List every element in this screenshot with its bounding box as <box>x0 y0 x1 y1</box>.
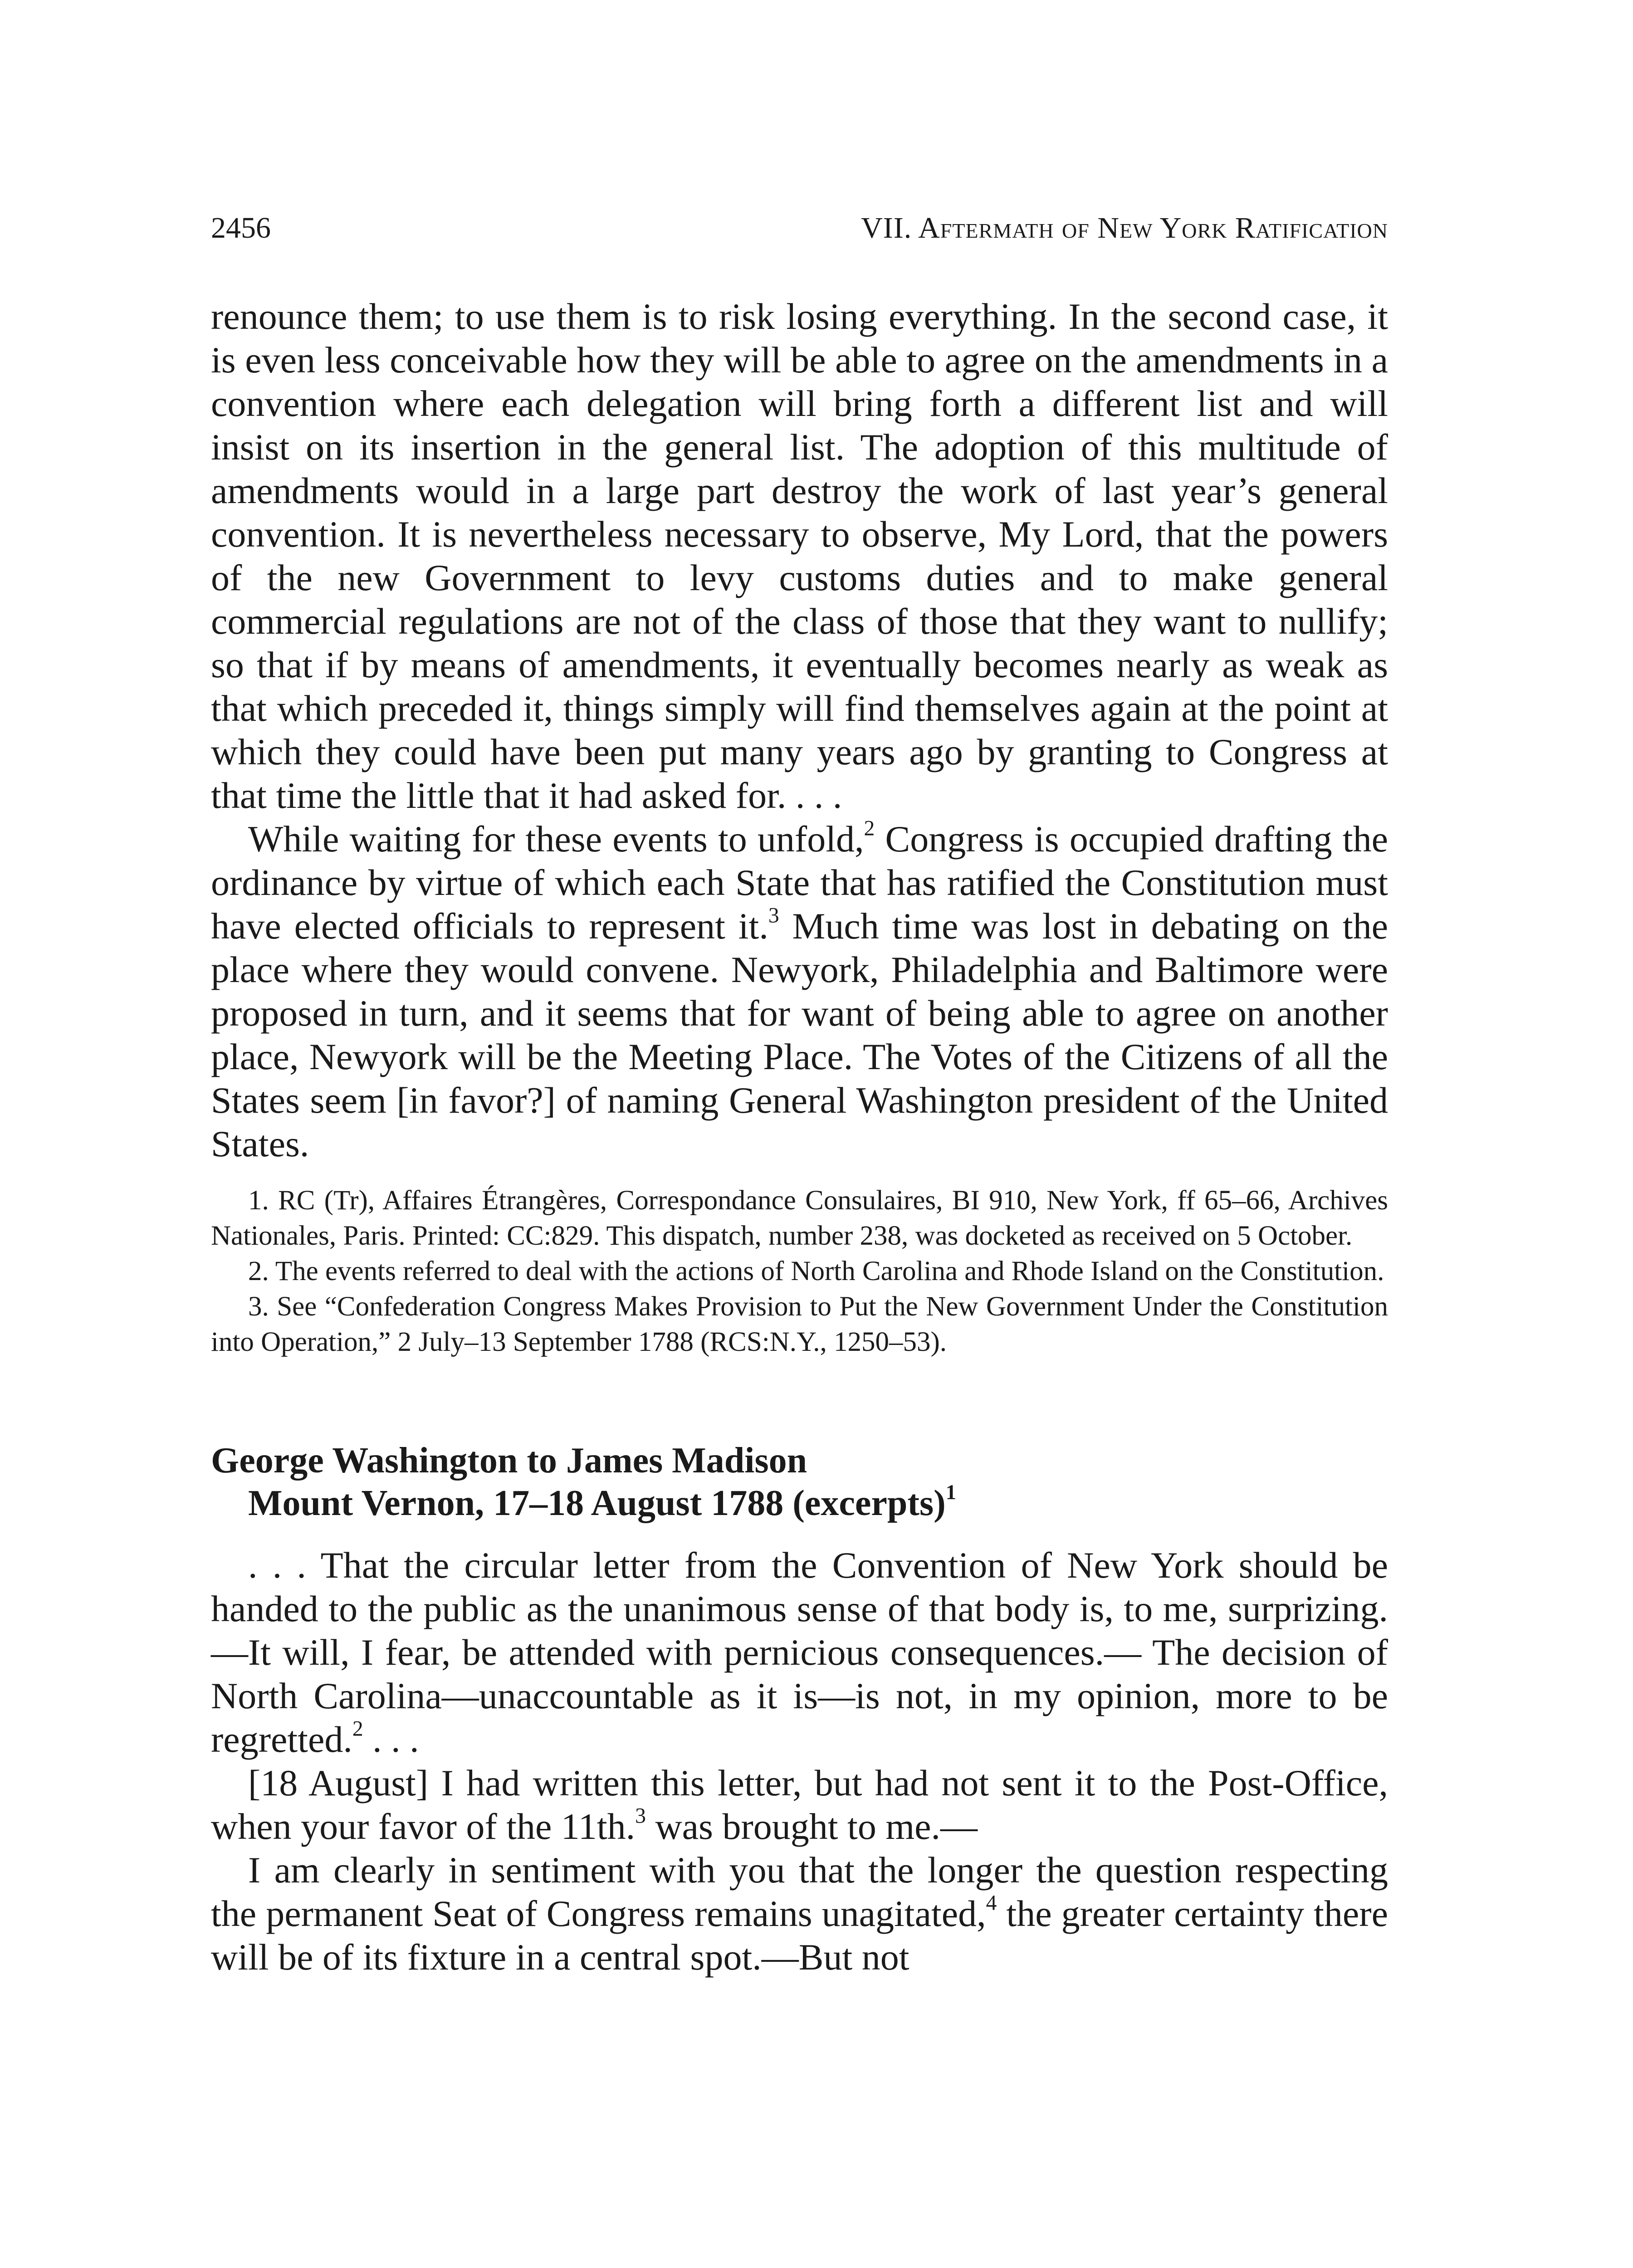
paragraph <box>211 1544 1388 1761</box>
footnote: 2. The events referred to deal with the actions of North Carolina and Rhode Island on the Constitution. <box>248 1256 1384 1286</box>
footnote: 1. RC (Tr), Affaires Étrangères, Correspondance Consulaires, BI 910, New York, ff 65–66, Archives Nationales, Paris. Printed: CC:829. This dispatch, number 238, was docketed as received on 5 October. <box>211 1185 1388 1251</box>
text-run: . . . <box>363 1719 419 1760</box>
text-run: . . . That the circular letter from the Convention of New York should be handed to the public as the unanimous sense of that body is, to me, surprizing.—It will, I fear, be attended with pernicious consequences.— The decision of North Carolina—unaccountable as it is—is not, in my opinion, more to be regretted. <box>211 1545 1388 1760</box>
footnote-ref: 3 <box>635 1804 646 1828</box>
dispatch-text <box>211 295 1388 1166</box>
footnotes <box>211 1183 1388 1360</box>
paragraph: renounce them; to use them is to risk losing everything. In the second case, it is even less conceivable how they will be able to agree on the amendments in a convention where each delegation will bring forth a different list and will insist on its insertion in the general list. The adoption of this multitude of amendments would in a large part destroy the work of last year’s general convention. It is nevertheless necessary to observe, My Lord, that the powers of the new Government to levy customs duties and to make general commercial regulations are not of the class of those that they want to nullify; so that if by means of amendments, it eventually becomes nearly as weak as that which preceded it, things simply will find themselves again at the point at which they could have been put many years ago by granting to Congress at that time the little that it had asked for. . . . <box>211 296 1388 816</box>
subtitle-text: Mount Vernon, 17–18 August 1788 (excerpts) <box>248 1483 946 1523</box>
footnote-ref: 2 <box>864 816 875 841</box>
page-header <box>211 213 1388 249</box>
text-run: the greater certainty there will be of its fixture in a central spot.—But not <box>211 1893 1389 1978</box>
footnote-ref: 4 <box>986 1891 997 1915</box>
running-head: VII. Aftermath of New York Ratification <box>861 211 1388 244</box>
footnote-ref: 3 <box>768 904 779 928</box>
letter-text <box>211 1544 1388 1979</box>
text-run: Congress is occupied drafting the ordinance by virtue of which each State that has ratified the Constitution must have elected officials to represent it. <box>211 818 1388 947</box>
page <box>211 213 1388 1979</box>
document-subtitle <box>211 1482 1388 1525</box>
text-run: [18 August] I had written this letter, but had not sent it to the Post-Office, when your favor of the 11th. <box>211 1762 1388 1847</box>
paragraph <box>211 1761 1388 1848</box>
page-number: 2456 <box>211 211 271 244</box>
text-run: Much time was lost in debating on the place where they would convene. Newyork, Philadelphia and Baltimore were proposed in turn, and it seems that for want of being able to agree on another place, Newyork will be the Meeting Place. The Votes of the Citizens of all the States seem [in favor?] of naming General Washington president of the United States. <box>211 905 1388 1164</box>
paragraph <box>211 1848 1388 1979</box>
text-run: While waiting for these events to unfold, <box>248 818 864 860</box>
paragraph <box>211 817 1388 1166</box>
document-title: George Washington to James Madison <box>211 1441 807 1481</box>
text-run: was brought to me.— <box>645 1806 978 1847</box>
text-run: I am clearly in sentiment with you that the longer the question respecting the permanent Seat of Congress remains unagitated, <box>211 1849 1388 1934</box>
footnote-ref: 1 <box>945 1481 957 1505</box>
footnote-ref: 2 <box>352 1717 363 1741</box>
footnote: 3. See “Confederation Congress Makes Provision to Put the New Government Under the Constitution into Operation,” 2 July–13 September 1788 (RCS:N.Y., 1250–53). <box>211 1291 1388 1357</box>
